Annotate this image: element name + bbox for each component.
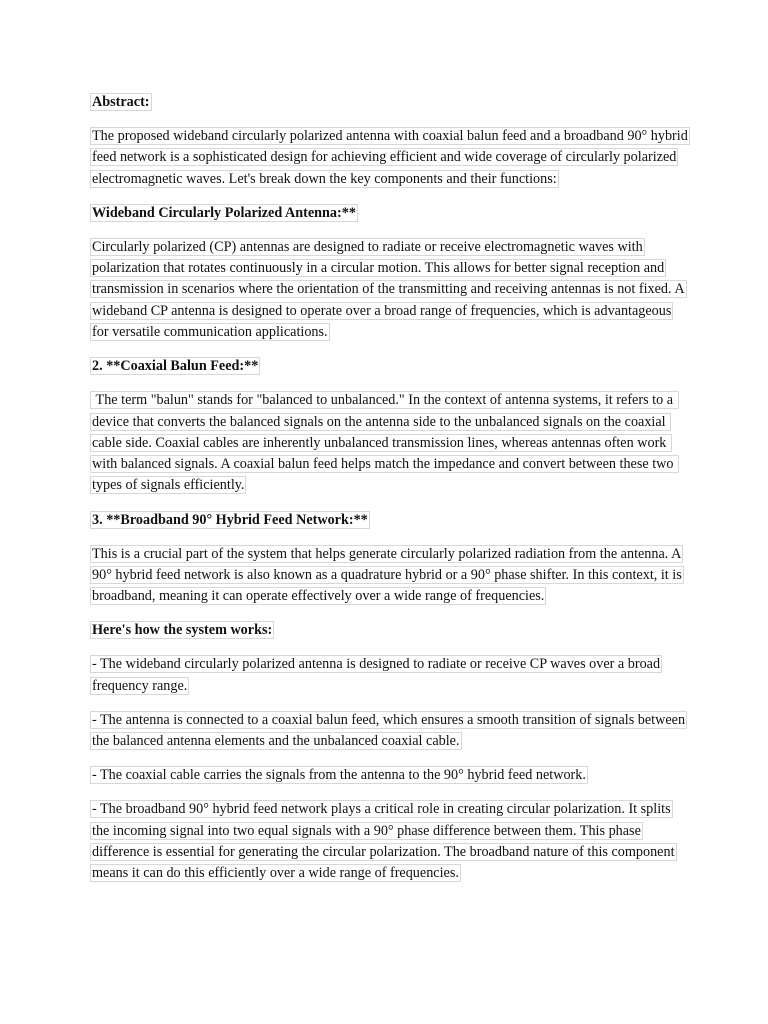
step-1-text: - The wideband circularly polarized antenna is designed to radiate or receive CP waves over a broad frequency range. <box>92 656 661 694</box>
section2-paragraph <box>90 390 690 496</box>
abstract-heading-text: Abstract: <box>92 94 150 110</box>
abstract-paragraph <box>90 126 690 190</box>
section2-heading-text: 2. **Coaxial Balun Feed:** <box>92 358 259 375</box>
section1-heading-text: Wideband Circularly Polarized Antenna:** <box>92 204 356 221</box>
list-item <box>90 710 690 753</box>
section3-heading-text: 3. **Broadband 90° Hybrid Feed Network:** <box>92 511 368 528</box>
section2-paragraph-text: The term "balun" stands for "balanced to unbalanced." In the context of antenna systems, it refers to a device that converts the balanced signals on the antenna side to the unbalanced signals on the coaxial cable side. Coaxial cables are inherently unbalanced transmission lines, whereas antennas often work with balanced signals. A coaxial balun feed helps match the impedance and convert between these two types of signals efficiently. <box>92 392 678 494</box>
section1-paragraph-text: Circularly polarized (CP) antennas are designed to radiate or receive electromagnetic waves with polarization that rotates continuously in a circular motion. This allows for better signal reception and transmission in scenarios where the orientation of the transmitting and receiving antennas is not fixed. A wideband CP antenna is designed to operate over a broad range of frequencies, which is advantageous for versatile communication applications. <box>92 238 685 341</box>
list-item <box>90 799 690 884</box>
system-heading <box>90 620 690 641</box>
document-page <box>90 92 690 897</box>
abstract-paragraph-text: The proposed wideband circularly polarized antenna with coaxial balun feed and a broadband 90° hybrid feed network is a sophisticated design for achieving efficient and wide coverage of circularly polarized electromagnetic waves. Let's break down the key components and their functions: <box>92 128 688 187</box>
section3-heading <box>90 510 690 531</box>
section1-heading <box>90 203 690 224</box>
section3-paragraph <box>90 544 690 608</box>
list-item <box>90 765 690 786</box>
section3-paragraph-text: This is a crucial part of the system that helps generate circularly polarized radiation from the antenna. A 90° hybrid feed network is also known as a quadrature hybrid or a 90° phase shifter. In this context, it is broadband, meaning it can operate effectively over a wide range of frequencies. <box>92 545 682 605</box>
abstract-heading <box>90 92 690 113</box>
system-heading-text: Here's how the system works: <box>92 622 273 639</box>
list-item <box>90 654 690 697</box>
section2-heading <box>90 356 690 377</box>
step-2-text: - The antenna is connected to a coaxial balun feed, which ensures a smooth transition of signals between the balanced antenna elements and the unbalanced coaxial cable. <box>92 711 686 750</box>
step-4-text: - The broadband 90° hybrid feed network plays a critical role in creating circular polarization. It splits the incoming signal into two equal signals with a 90° phase difference between them. This phase difference is essential for generating the circular polarization. The broadband nature of this component means it can do this efficiently over a wide range of frequencies. <box>92 801 675 882</box>
section1-paragraph <box>90 237 690 343</box>
step-3-text: - The coaxial cable carries the signals from the antenna to the 90° hybrid feed network. <box>92 767 586 784</box>
